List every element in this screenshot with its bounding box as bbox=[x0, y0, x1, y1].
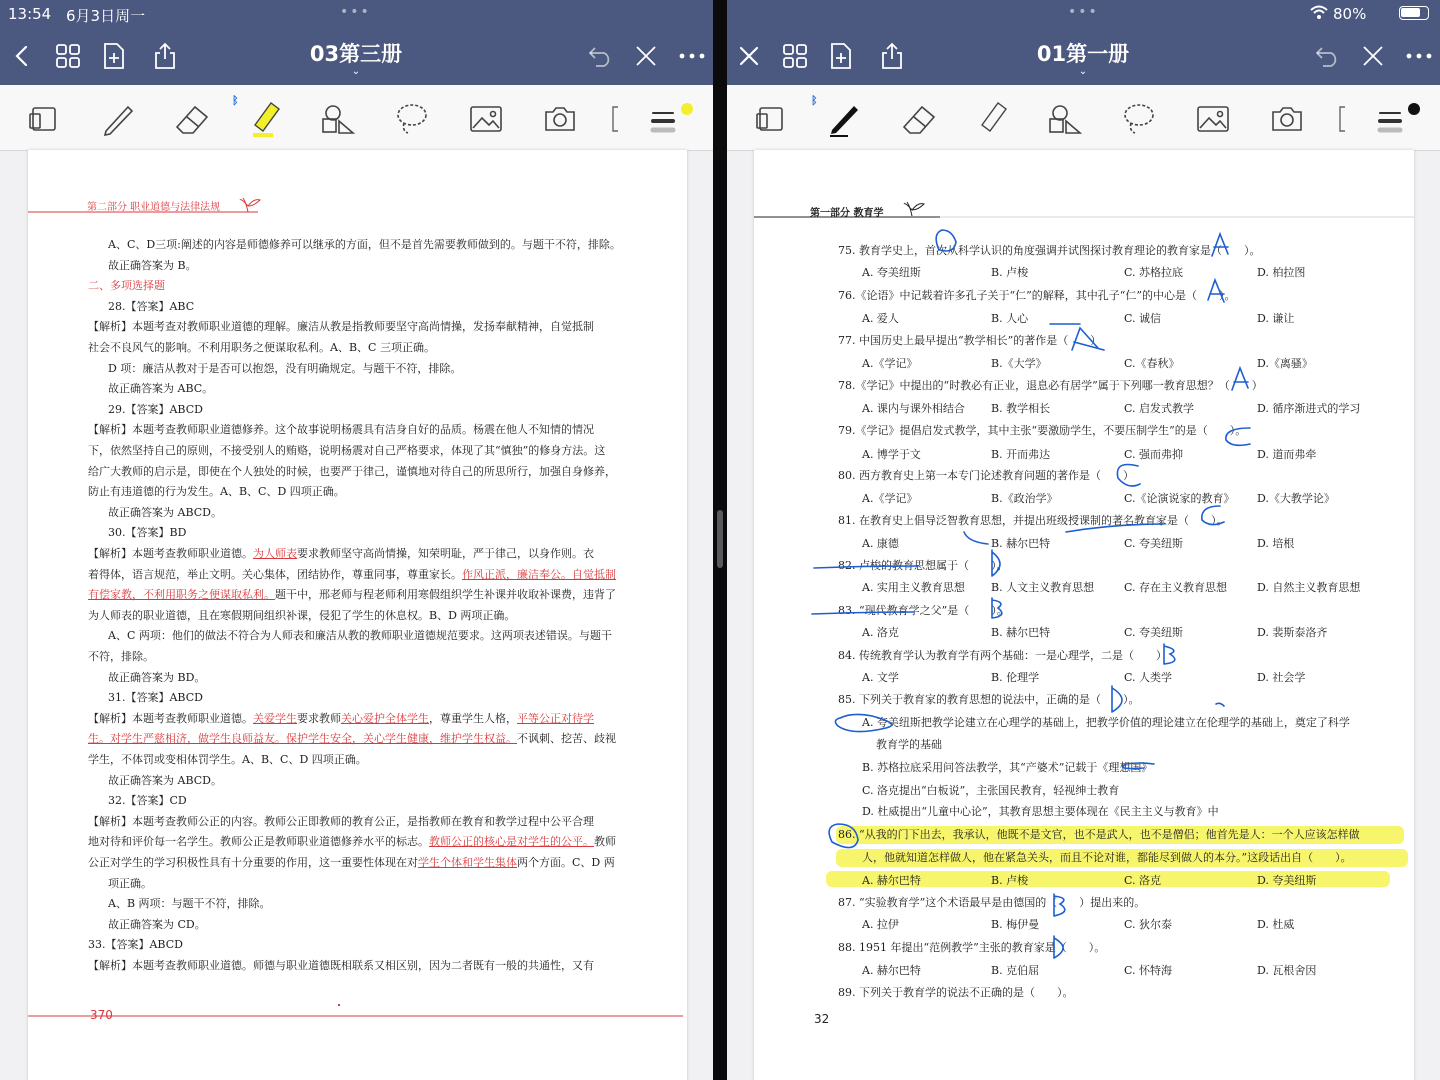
answer-option[interactable]: D. 培根 bbox=[1257, 537, 1295, 550]
text-line: 故正确答案为 CD。 bbox=[108, 917, 206, 931]
answer-option[interactable]: C. 诚信 bbox=[1124, 312, 1162, 325]
share-icon bbox=[879, 42, 905, 70]
answer-option[interactable]: A. 夸美纽斯 bbox=[862, 266, 921, 279]
back-button[interactable] bbox=[6, 40, 38, 72]
split-view-divider[interactable] bbox=[713, 0, 727, 1080]
more-icon bbox=[679, 52, 705, 60]
answer-option[interactable]: A. 洛克 bbox=[862, 626, 899, 639]
pen-settings[interactable] bbox=[1373, 99, 1423, 139]
answer-option[interactable]: C. 苏格拉底 bbox=[1124, 266, 1184, 279]
text-cursor-icon bbox=[608, 104, 620, 134]
answer-option[interactable]: A. 赫尔巴特 bbox=[862, 964, 921, 977]
left-tool-bar bbox=[0, 85, 713, 151]
answer-option[interactable]: A. 拉伊 bbox=[862, 918, 899, 931]
question-stem: 77. 中国历史上最早提出“教学相长”的著作是（ ） bbox=[838, 334, 1102, 347]
answer-option[interactable]: B.《政治学》 bbox=[991, 492, 1058, 505]
answer-option[interactable]: A.《学记》 bbox=[862, 492, 918, 505]
text-line: 故正确答案为 ABCD。 bbox=[108, 505, 222, 519]
question-stem: 87. “实验教育学”这个术语最早是由德国的（ ）提出来的。 bbox=[838, 896, 1146, 909]
answer-option[interactable]: A. 文学 bbox=[862, 671, 899, 684]
answer-option[interactable]: D. 瓦根舍因 bbox=[1257, 964, 1317, 977]
answer-option[interactable]: C. 人类学 bbox=[1124, 671, 1173, 684]
read-mode-tool[interactable] bbox=[750, 99, 790, 139]
image-icon bbox=[1196, 104, 1230, 134]
page-number: 370 bbox=[90, 1008, 113, 1022]
text-line: 32.【答案】CD bbox=[108, 794, 187, 808]
highlighter-tool[interactable] bbox=[973, 99, 1013, 139]
text-line: 28.【答案】ABC bbox=[108, 299, 195, 313]
page-header: 第一部分 教育学 bbox=[810, 208, 884, 219]
answer-option[interactable]: B. 卢梭 bbox=[991, 266, 1029, 279]
tablet-icon bbox=[27, 104, 59, 134]
question-stem: 85. 下列关于教育家的教育思想的说法中，正确的是（ ）。 bbox=[838, 693, 1140, 706]
text-line: 学生，不体罚或变相体罚学生。A、B、C、D 四项正确。 bbox=[88, 753, 367, 766]
pen-tool[interactable] bbox=[98, 99, 138, 139]
answer-option[interactable]: A. 爱人 bbox=[862, 312, 899, 325]
shape-tool[interactable] bbox=[1045, 99, 1085, 139]
answer-option[interactable]: B. 赫尔巴特 bbox=[991, 537, 1051, 550]
answer-option[interactable]: B. 教学相长 bbox=[991, 402, 1051, 415]
text-line: 故正确答案为 ABCD。 bbox=[108, 773, 222, 787]
text-line: 【解析】本题考查教师职业道德修养。这个故事说明杨震具有洁身自好的品质。杨震在他人不知情的情况 bbox=[88, 423, 594, 437]
share-button[interactable] bbox=[876, 40, 908, 72]
text-line: 地对待和评价每一名学生。教师公正是教师职业道德修养水平的标志。教师公正的核心是对学生的公平。教师 bbox=[88, 835, 616, 849]
answer-option[interactable]: B. 梅伊曼 bbox=[991, 918, 1040, 931]
right-pdf-page[interactable] bbox=[754, 150, 1414, 1080]
highlighter-icon bbox=[247, 99, 285, 139]
document-title[interactable]: 03第三册 ⌄ bbox=[256, 38, 456, 76]
answer-option[interactable]: C. 夸美纽斯 bbox=[1124, 537, 1184, 550]
answer-option[interactable]: B. 开而弗达 bbox=[991, 448, 1051, 461]
chevron-down-icon: ⌄ bbox=[351, 66, 361, 77]
pen-cross-icon bbox=[1360, 43, 1386, 69]
stroke-width-icon bbox=[1374, 101, 1422, 137]
answer-option[interactable]: B. 人心 bbox=[991, 312, 1029, 325]
tablet-icon bbox=[754, 104, 786, 134]
more-button[interactable] bbox=[676, 40, 708, 72]
undo-icon bbox=[1313, 44, 1341, 68]
answer-option[interactable]: D. 道而弗牵 bbox=[1257, 448, 1317, 461]
close-button[interactable] bbox=[733, 40, 765, 72]
text-line: 不符，排除。 bbox=[88, 650, 154, 663]
image-icon bbox=[469, 104, 503, 134]
read-mode-tool[interactable] bbox=[23, 99, 63, 139]
answer-option[interactable]: C. 强而弗抑 bbox=[1124, 448, 1184, 461]
stroke-width-icon bbox=[647, 101, 695, 137]
text-line: 为人师表的职业道德，且在寒假期间组织补课，侵犯了学生的休息权。B、D 两项正确。 bbox=[88, 608, 516, 622]
answer-option[interactable]: D. 杜威 bbox=[1257, 918, 1295, 931]
answer-option[interactable]: D. 自然主义教育思想 bbox=[1257, 581, 1361, 594]
lasso-icon bbox=[1121, 101, 1157, 137]
battery-icon bbox=[1399, 6, 1429, 20]
answer-option[interactable]: 教育学的基础 bbox=[876, 738, 942, 751]
answer-option[interactable]: B. 赫尔巴特 bbox=[991, 626, 1051, 639]
answer-option[interactable]: A. 夸美纽斯把教学论建立在心理学的基础上，把教学价值的理论建立在伦理学的基础上，奠定了科学 bbox=[862, 716, 1350, 729]
chevron-left-icon bbox=[11, 45, 33, 67]
undo-button[interactable] bbox=[584, 40, 616, 72]
text-line: 故正确答案为 ABC。 bbox=[108, 382, 214, 396]
answer-option[interactable]: D.《离骚》 bbox=[1257, 357, 1313, 370]
text-line: 故正确答案为 BD。 bbox=[108, 670, 206, 684]
close-icon bbox=[738, 45, 760, 67]
shape-tool[interactable] bbox=[318, 99, 358, 139]
left-document-pane bbox=[0, 0, 713, 1080]
answer-option[interactable]: C. 洛克 bbox=[1124, 874, 1162, 887]
lasso-tool[interactable] bbox=[392, 99, 432, 139]
text-line: 【解析】本题考查教师职业道德。关爱学生要求教师关心爱护全体学生，尊重学生人格，平等公正对待学 bbox=[88, 711, 594, 725]
bluetooth-icon: ᛒ bbox=[232, 94, 239, 107]
answer-option[interactable]: A. 赫尔巴特 bbox=[862, 874, 921, 887]
answer-option[interactable]: C. 怀特海 bbox=[1124, 964, 1173, 977]
answer-option[interactable]: B. 卢梭 bbox=[991, 874, 1029, 887]
answer-option[interactable]: D. 裴斯泰洛齐 bbox=[1257, 626, 1328, 639]
answer-option[interactable]: A. 康德 bbox=[862, 537, 899, 550]
eraser-tool[interactable] bbox=[172, 99, 212, 139]
wifi-icon bbox=[1309, 4, 1329, 24]
more-button[interactable] bbox=[1403, 40, 1435, 72]
answer-option[interactable]: D.《大教学论》 bbox=[1257, 492, 1335, 505]
answer-option[interactable]: D. 柏拉图 bbox=[1257, 266, 1306, 279]
answer-option[interactable]: B. 苏格拉底采用问答法教学，其“产婆术”记载于《理想国》 bbox=[862, 761, 1153, 774]
camera-tool[interactable] bbox=[1267, 99, 1307, 139]
text-cursor-icon bbox=[1335, 104, 1347, 134]
status-time: 13:54 bbox=[8, 5, 52, 23]
add-page-icon bbox=[101, 42, 127, 70]
answer-option[interactable]: C.《论演说家的教育》 bbox=[1124, 492, 1235, 505]
share-icon bbox=[152, 42, 178, 70]
shapes-icon bbox=[1046, 101, 1084, 137]
answer-option[interactable]: D. 杜威提出“儿童中心论”，其教育思想主要体现在《民主主义与教育》中 bbox=[862, 805, 1219, 818]
undo-icon bbox=[586, 44, 614, 68]
add-page-button[interactable] bbox=[825, 40, 857, 72]
answer-option[interactable]: A. 课内与课外相结合 bbox=[862, 402, 965, 415]
pen-tool-active[interactable] bbox=[825, 99, 865, 139]
answer-option[interactable]: C. 存在主义教育思想 bbox=[1124, 581, 1228, 594]
eraser-icon bbox=[173, 101, 211, 137]
highlighter-tool-active[interactable] bbox=[246, 99, 286, 139]
answer-option[interactable]: C. 夸美纽斯 bbox=[1124, 626, 1184, 639]
status-date: 6月3日周一 bbox=[66, 7, 146, 25]
pen-icon bbox=[826, 100, 864, 138]
text-line: 防止有违道德的行为发生。A、B、C、D 四项正确。 bbox=[88, 485, 345, 499]
eraser-icon bbox=[900, 101, 938, 137]
text-line: 【解析】本题考查对教师职业道德的理解。廉洁从教是指教师要坚守高尚情操，发扬奉献精神，自觉抵制 bbox=[88, 320, 594, 334]
text-line: 给广大教师的启示是，即使在个人独处的时候，也要严于律己，谨慎地对待自己的所思所行，加强自身修养， bbox=[88, 464, 616, 478]
multitask-handle[interactable]: ••• bbox=[340, 4, 371, 20]
pen-cross-icon bbox=[633, 43, 659, 69]
answer-option[interactable]: A. 博学于文 bbox=[862, 448, 921, 461]
left-pdf-page[interactable] bbox=[28, 150, 687, 1080]
answer-option[interactable]: D. 循序渐进式的学习 bbox=[1257, 402, 1361, 415]
highlighter-settings[interactable] bbox=[646, 99, 696, 139]
answer-option[interactable]: B. 克伯屈 bbox=[991, 964, 1040, 977]
question-stem: 81. 在教育史上倡导泛智教育思想，并提出班级授课制的著名教育家是（ ）。 bbox=[838, 514, 1228, 527]
text-line: A、C 两项：他们的做法不符合为人师表和廉洁从教的教师职业道德规范要求。这两项表述错误。与题干 bbox=[108, 629, 612, 643]
image-tool[interactable] bbox=[1193, 99, 1233, 139]
answer-option[interactable]: D. 夸美纽斯 bbox=[1257, 874, 1317, 887]
text-line: 项正确。 bbox=[108, 876, 152, 890]
question-stem: 79.《学记》提倡启发式教学，其中主张“要激励学生，不要压制学生”的是（ ）。 bbox=[838, 424, 1247, 437]
multitask-handle[interactable]: ••• bbox=[1068, 4, 1099, 20]
question-stem: 84. 传统教育学认为教育学有两个基础：一是心理学，二是（ ） bbox=[838, 649, 1167, 662]
question-stem: 人，他就知道怎样做人，他在紧急关头，而且不论对谁，都能尽到做人的本分。”这段话出自（ ）。 bbox=[862, 851, 1352, 864]
highlighter-icon bbox=[974, 99, 1012, 139]
answer-option[interactable]: B. 人文主义教育思想 bbox=[991, 581, 1095, 594]
undo-button[interactable] bbox=[1311, 40, 1343, 72]
question-stem: 76.《论语》中记载着许多孔子关于“仁”的解释，其中孔子“仁”的中心是（ ）。 bbox=[838, 289, 1236, 302]
text-line: 29.【答案】ABCD bbox=[108, 402, 203, 416]
eraser-tool[interactable] bbox=[899, 99, 939, 139]
text-line: 【解析】本题考查教师公正的内容。教师公正即教师的教育公正，是指教师在教育和教学过程中公平合理 bbox=[88, 814, 594, 828]
lasso-icon bbox=[394, 101, 430, 137]
question-stem: 82. 卢梭的教育思想属于（ ）。 bbox=[838, 559, 1008, 572]
share-button[interactable] bbox=[149, 40, 181, 72]
camera-icon bbox=[543, 104, 577, 134]
divider-handle[interactable] bbox=[717, 510, 723, 568]
right-document-pane bbox=[727, 0, 1440, 1080]
image-tool[interactable] bbox=[466, 99, 506, 139]
text-tool[interactable] bbox=[604, 99, 624, 139]
grid-icon bbox=[55, 43, 81, 69]
answer-option[interactable]: C. 洛克提出“白板说”，主张国民教育，轻视绅士教育 bbox=[862, 784, 1120, 797]
page-number: 32 bbox=[814, 1012, 830, 1026]
question-stem: 83. “现代教育学之父”是（ ）。 bbox=[838, 604, 1008, 617]
text-line: 【解析】本题考查教师职业道德。为人师表要求教师坚守高尚情操，知荣明耻，严于律己，以身作则。衣 bbox=[88, 547, 594, 560]
answer-option[interactable]: B.《大学》 bbox=[991, 357, 1047, 370]
question-stem: 88. 1951 年提出“范例教学”主张的教育家是（ ）。 bbox=[838, 941, 1106, 954]
text-line: 着得体，语言规范，举止文明。关心集体，团结协作，尊重同事，尊重家长。作风正派，廉洁奉公。自觉抵制 bbox=[88, 567, 616, 581]
lasso-tool[interactable] bbox=[1119, 99, 1159, 139]
bluetooth-icon: ᛒ bbox=[811, 94, 818, 107]
section-heading: 二、多项选择题 bbox=[88, 279, 165, 293]
text-line: A、B 两项：与题干不符，排除。 bbox=[108, 897, 271, 911]
right-nav-bar bbox=[727, 0, 1440, 85]
answer-option[interactable]: A.《学记》 bbox=[862, 357, 918, 370]
question-stem: 80. 西方教育史上第一本专门论述教育问题的著作是（ ） bbox=[838, 469, 1134, 482]
pen-shortcut-button[interactable] bbox=[1357, 40, 1389, 72]
camera-icon bbox=[1270, 104, 1304, 134]
text-line: 公正对学生的学习积极性具有十分重要的作用，这一重要性体现在对学生个体和学生集体两个方面。C、D 两 bbox=[88, 856, 615, 869]
battery-percent: 80% bbox=[1333, 5, 1367, 23]
text-line: 【解析】本题考查教师职业道德。师德与职业道德既相联系又相区别，因为二者既有一般的共通性，又有 bbox=[88, 959, 594, 972]
text-line: D 项：廉洁从教对于是否可以抱怨，没有明确规定。与题干不符，排除。 bbox=[108, 361, 462, 375]
text-line: A、C、D三项:阐述的内容是师德修养可以继承的方面，但不是首先需要教师做到的。与题干不符，排除。 bbox=[108, 238, 621, 251]
text-line: 有偿家教，不利用职务之便谋取私利。题干中，邢老师与程老师利用寒假组织学生补课并收取补课费，违背了 bbox=[88, 588, 616, 602]
add-page-button[interactable] bbox=[98, 40, 130, 72]
thumbnails-button[interactable] bbox=[779, 40, 811, 72]
question-stem: 89. 下列关于教育学的说法不正确的是（ ）。 bbox=[838, 986, 1074, 999]
answer-option[interactable]: A. 实用主义教育思想 bbox=[862, 581, 965, 594]
pen-icon bbox=[100, 101, 136, 137]
text-line: 故正确答案为 B。 bbox=[108, 258, 197, 272]
right-tool-bar bbox=[727, 85, 1440, 151]
text-line: 下，依然坚持自己的原则，不接受别人的贿赂，说明杨震对自己严格要求，体现了其“慎独”的修身方法。这 bbox=[88, 444, 606, 457]
text-line: 30.【答案】BD bbox=[108, 526, 187, 540]
answer-option[interactable]: D. 谦让 bbox=[1257, 312, 1295, 325]
question-stem: 86. “从我的门下出去，我承认，他既不是文官，也不是武人，也不是僧侣；他首先是人：一个人应该怎样做 bbox=[838, 828, 1360, 841]
answer-option[interactable]: D. 社会学 bbox=[1257, 671, 1306, 684]
pen-shortcut-button[interactable] bbox=[630, 40, 662, 72]
document-title[interactable]: 01第一册 ⌄ bbox=[983, 38, 1183, 76]
left-nav-bar bbox=[0, 0, 713, 85]
text-line: 社会不良风气的影响。不利用职务之便谋取私利。A、B、C 三项正确。 bbox=[88, 341, 435, 354]
more-icon bbox=[1406, 52, 1432, 60]
grid-icon bbox=[782, 43, 808, 69]
chevron-down-icon: ⌄ bbox=[1078, 66, 1088, 77]
answer-option[interactable]: C.《春秋》 bbox=[1124, 357, 1180, 370]
question-stem: 78.《学记》中提出的“时教必有正业，退息必有居学”属于下列哪一教育思想？（ ） bbox=[838, 379, 1263, 392]
text-line: 33.【答案】ABCD bbox=[88, 938, 183, 952]
camera-tool[interactable] bbox=[540, 99, 580, 139]
answer-option[interactable]: C. 启发式教学 bbox=[1124, 402, 1195, 415]
page-header: 第二部分 职业道德与法律法规 bbox=[87, 202, 221, 213]
question-stem: 75. 教育学史上，首次从科学认识的角度强调并试图探讨教育理论的教育家是（ ）。 bbox=[838, 244, 1261, 257]
shapes-icon bbox=[319, 101, 357, 137]
answer-option[interactable]: C. 狄尔泰 bbox=[1124, 918, 1173, 931]
thumbnails-button[interactable] bbox=[52, 40, 84, 72]
answer-option[interactable]: B. 伦理学 bbox=[991, 671, 1040, 684]
text-line: 生。对学生严慈相济，做学生良师益友。保护学生安全，关心学生健康，维护学生权益。不讽刺、挖苦、歧视 bbox=[88, 732, 616, 746]
add-page-icon bbox=[828, 42, 854, 70]
text-tool[interactable] bbox=[1331, 99, 1351, 139]
text-line: 31.【答案】ABCD bbox=[108, 691, 203, 705]
